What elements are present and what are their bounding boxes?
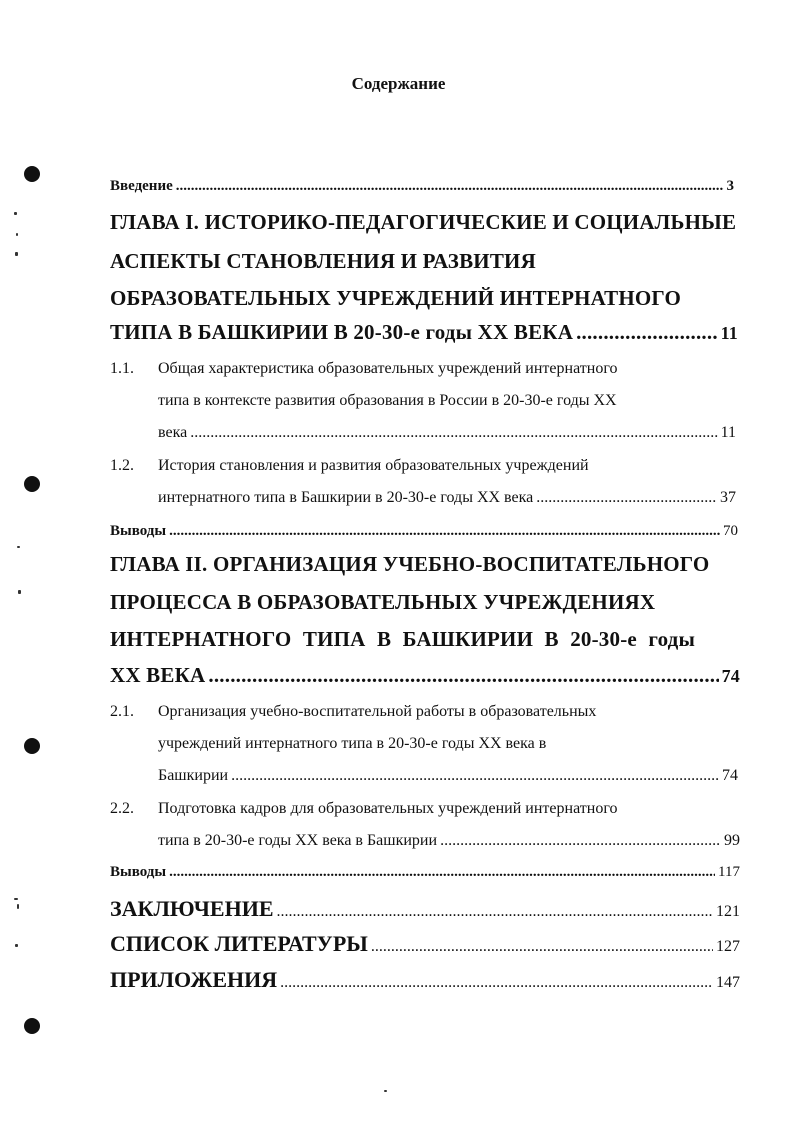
scan-speck: [18, 590, 21, 594]
dot-leader: [576, 320, 718, 345]
dot-leader: [280, 974, 713, 992]
toc-label: века: [158, 424, 188, 441]
section-title-line: Организация учебно-воспитательной работы в образовательных: [158, 703, 597, 720]
toc-label: XX ВЕКА: [110, 663, 206, 687]
scan-speck: [15, 944, 18, 947]
toc-page-number: 37: [720, 489, 736, 506]
dot-leader: [169, 864, 715, 881]
toc-page-number: 117: [718, 864, 740, 880]
scan-speck: [15, 252, 18, 256]
toc-page-number: 127: [716, 938, 740, 955]
toc-entry-conclusions-1: [110, 523, 738, 540]
toc-entry-conclusion: [110, 896, 740, 922]
toc-page-number: 121: [716, 903, 740, 920]
scan-speck: [17, 546, 20, 548]
toc-page-number: 147: [716, 974, 740, 991]
section-number: 2.1.: [110, 703, 134, 720]
section-title-line: Подготовка кадров для образовательных учреждений интернатного: [158, 800, 618, 817]
section-title-line: типа в контексте развития образования в России в 20-30-е годы XX: [158, 392, 617, 409]
dot-leader: [277, 903, 714, 921]
toc-entry-literature: [110, 931, 740, 957]
toc-page-number: 74: [721, 666, 740, 686]
binder-hole: [24, 166, 40, 182]
section-number: 1.2.: [110, 457, 134, 474]
toc-page-number: 70: [723, 523, 738, 539]
toc-page-number: 11: [720, 323, 738, 343]
toc-label: интернатного типа в Башкирии в 20-30-е годы XX века: [158, 489, 534, 506]
toc-label: Выводы: [110, 523, 167, 539]
chapter-heading-line: ОБРАЗОВАТЕЛЬНЫХ УЧРЕЖДЕНИЙ ИНТЕРНАТНОГО: [110, 286, 682, 310]
toc-entry-chapter-1: [110, 320, 738, 345]
dot-leader: [440, 832, 721, 850]
toc-entry-section-2-1: [158, 767, 738, 785]
chapter-heading-line: ИНТЕРНАТНОГО ТИПА В БАШКИРИИ В 20-30-е годы: [110, 627, 696, 651]
toc-label: Выводы: [110, 864, 167, 880]
scan-speck: [16, 233, 18, 236]
toc-entry-intro: [110, 178, 734, 195]
toc-label: ПРИЛОЖЕНИЯ: [110, 967, 278, 992]
toc-page-number: 74: [722, 767, 738, 784]
toc-label: Введение: [110, 178, 173, 194]
toc-entry-section-2-2: [158, 832, 740, 850]
chapter-heading-line: ПРОЦЕССА В ОБРАЗОВАТЕЛЬНЫХ УЧРЕЖДЕНИЯХ: [110, 590, 656, 614]
toc-entry-appendices: [110, 967, 740, 993]
toc-label: СПИСОК ЛИТЕРАТУРЫ: [110, 931, 368, 956]
section-title-line: Общая характеристика образовательных учреждений интернатного: [158, 360, 618, 377]
section-title-line: История становления и развития образовательных учреждений: [158, 457, 589, 474]
dot-leader: [169, 523, 720, 540]
toc-label: типа в 20-30-е годы XX века в Башкирии: [158, 832, 438, 849]
dot-leader: [371, 938, 713, 956]
toc-label: ЗАКЛЮЧЕНИЕ: [110, 896, 274, 921]
scan-speck: [14, 898, 18, 900]
binder-hole: [24, 1018, 40, 1034]
scan-speck: [17, 904, 19, 909]
toc-page-number: 3: [726, 178, 734, 194]
toc-entry-section-1-2: [158, 489, 736, 507]
section-number: 2.2.: [110, 800, 134, 817]
toc-entry-chapter-2: [110, 663, 740, 688]
dot-leader: [536, 489, 717, 507]
toc-label: ТИПА В БАШКИРИИ В 20-30-е годы XX ВЕКА: [110, 320, 574, 344]
binder-hole: [24, 476, 40, 492]
section-title-line: учреждений интернатного типа в 20-30-е годы XX века в: [158, 735, 547, 752]
toc-label: Башкирии: [158, 767, 229, 784]
dot-leader: [176, 178, 724, 195]
scan-speck: [384, 1090, 387, 1092]
chapter-heading-line: ГЛАВА I. ИСТОРИКО-ПЕДАГОГИЧЕСКИЕ И СОЦИАЛЬНЫЕ: [110, 210, 737, 234]
dot-leader: [231, 767, 719, 785]
binder-hole: [24, 738, 40, 754]
toc-entry-section-1-1: [158, 424, 736, 442]
page-title: Содержание: [351, 74, 446, 93]
toc-page-number: 11: [720, 424, 736, 441]
toc-page-number: 99: [724, 832, 740, 849]
dot-leader: [190, 424, 717, 442]
section-number: 1.1.: [110, 360, 134, 377]
chapter-heading-line: АСПЕКТЫ СТАНОВЛЕНИЯ И РАЗВИТИЯ: [110, 249, 536, 273]
toc-entry-conclusions-2: [110, 864, 740, 881]
chapter-heading-line: ГЛАВА II. ОРГАНИЗАЦИЯ УЧЕБНО-ВОСПИТАТЕЛЬНОГО: [110, 552, 710, 576]
scan-speck: [14, 212, 17, 215]
dot-leader: [208, 663, 718, 688]
